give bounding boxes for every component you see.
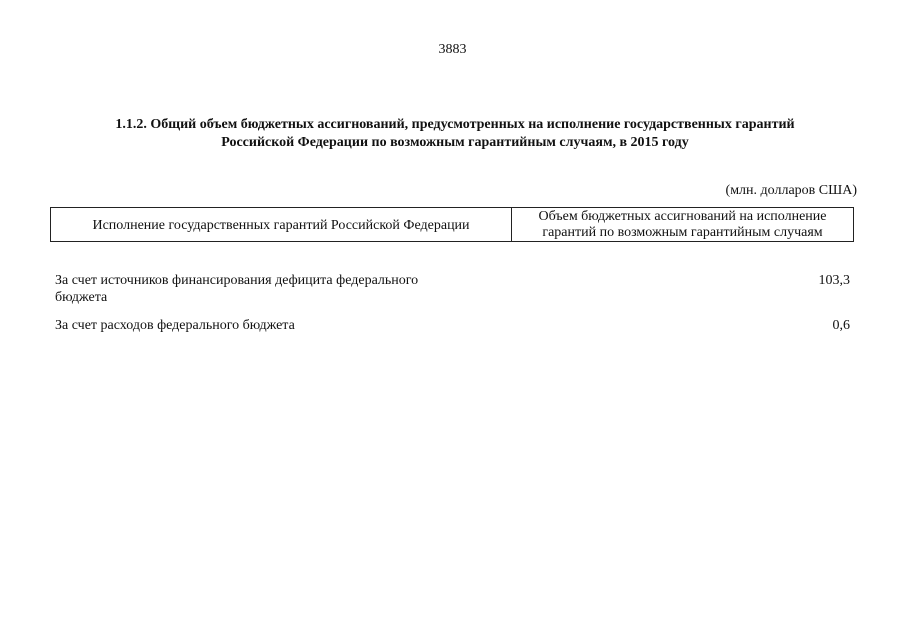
row-value: 103,3: [818, 273, 850, 288]
page-number: 3883: [438, 42, 467, 57]
header-col-guarantees: Исполнение государственных гарантий Российской Федерации: [51, 208, 512, 241]
section-heading: [60, 116, 850, 152]
units-note: (млн. долларов США): [725, 183, 857, 198]
header-col-appropriations-line-1: Объем бюджетных ассигнований на исполнение: [538, 208, 827, 224]
table-header: [50, 207, 854, 242]
section-heading-line-2: Российской Федерации по возможным гарантийным случаям, в 2015 году: [221, 135, 689, 150]
header-col-appropriations-line-2: гарантий по возможным гарантийным случаям: [542, 224, 823, 240]
row-value: 0,6: [832, 318, 850, 333]
header-col-appropriations: [512, 208, 853, 241]
section-heading-line-1: 1.1.2. Общий объем бюджетных ассигнований, предусмотренных на исполнение государственных гарантий: [115, 117, 795, 132]
row-label: За счет источников финансирования дефицита федерального бюджета: [55, 273, 419, 305]
row-label: За счет расходов федерального бюджета: [55, 318, 295, 333]
